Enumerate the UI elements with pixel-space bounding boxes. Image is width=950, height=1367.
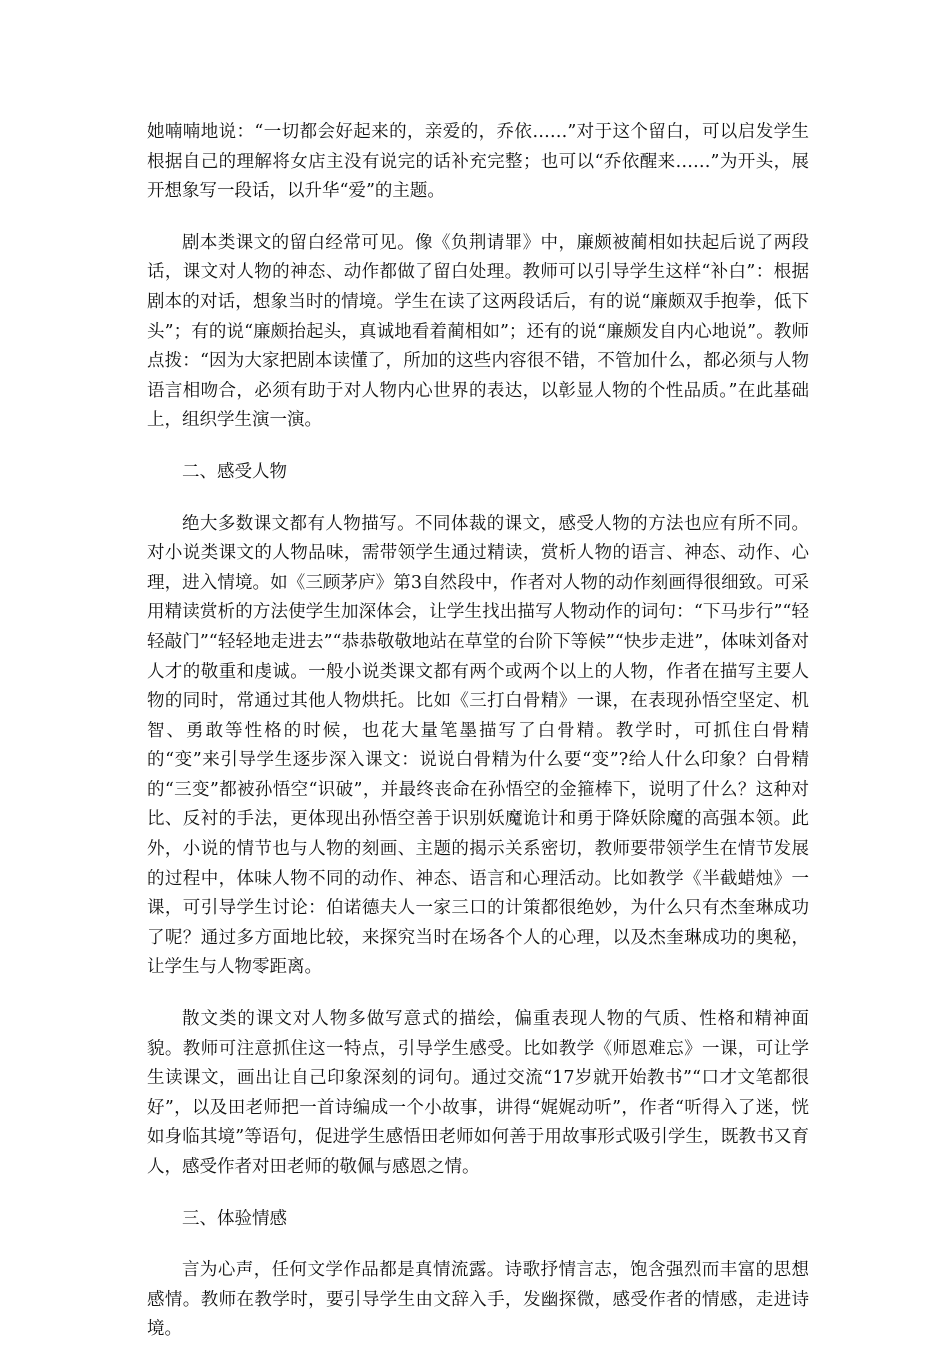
paragraph-novel-characters: 绝大多数课文都有人物描写。不同体裁的课文，感受人物的方法也应有所不同。对小说类课文的人物品味，需带领学生通过精读，赏析人物的语言、神态、动作、心理，进入情境。如《三顾茅庐》第3自然段中，作者对人物的动作刻画得很细致。可采用精读赏析的方法使学生加深体会，让学生找出描写人物动作的词句：“下马步行”“轻轻敲门”“轻轻地走进去”“恭恭敬敬地站在草堂的台阶下等候”“快步走进”，体味刘备对人才的敬重和虔诚。一般小说类课文都有两个或两个以上的人物，作者在描写主要人物的同时，常通过其他人物烘托。比如《三打白骨精》一课，在表现孙悟空坚定、机智、勇敢等性格的时候，也花大量笔墨描写了白骨精。教学时，可抓住白骨精的“变”来引导学生逐步深入课文：说说白骨精为什么要“变”?给人什么印象？白骨精的“三变”都被孙悟空“识破”，并最终丧命在孙悟空的金箍棒下，说明了什么？这种对比、反衬的手法，更体现出孙悟空善于识别妖魔诡计和勇于降妖除魔的高强本领。此外，小说的情节也与人物的刻画、主题的揭示关系密切，教师要带领学生在情节发展的过程中，体味人物不同的动作、神态、语言和心理活动。比如教学《半截蜡烛》一课，可引导学生讨论：伯诺德夫人一家三口的计策都很绝妙，为什么只有杰奎琳成功了呢？通过多方面地比较，来探究当时在场各个人的心理，以及杰奎琳成功的奥秘，让学生与人物零距离。 bbox=[147, 513, 809, 978]
section-heading-feel-characters: 二、感受人物 bbox=[182, 461, 287, 482]
paragraph-poetry-emotion: 言为心声，任何文学作品都是真情流露。诗歌抒情言志，饱含强烈而丰富的思想感情。教师在教学时，要引导学生由文辞入手，发幽探微，感受作者的情感，走进诗境。 bbox=[147, 1260, 809, 1340]
paragraph-prose-characters: 散文类的课文对人物多做写意式的描绘，偏重表现人物的气质、性格和精神面貌。教师可注意抓住这一特点，引导学生感受。比如教学《师恩难忘》一课，可让学生读课文，画出让自己印象深刻的词句。通过交流“17岁就开始教书”“口才文笔都很好”，以及田老师把一首诗编成一个小故事，讲得“娓娓动听”，作者“听得入了迷，恍如身临其境”等语句，促进学生感悟田老师如何善于用故事形式吸引学生，既教书又育人，感受作者对田老师的敬佩与感恩之情。 bbox=[147, 1009, 809, 1177]
paragraph-script-texts: 剧本类课文的留白经常可见。像《负荆请罪》中，廉颇被蔺相如扶起后说了两段话，课文对人物的神态、动作都做了留白处理。教师可以引导学生这样“补白”：根据剧本的对话，想象当时的情境。学生在读了这两段话后，有的说“廉颇双手抱拳，低下头”；有的说“廉颇抬起头，真诚地看着蔺相如”；还有的说“廉颇发自内心地说”。教师点拨：“因为大家把剧本读懂了，所加的这些内容很不错，不管加什么，都必须与人物语言相吻合，必须有助于对人物内心世界的表达，以彰显人物的个性品质。”在此基础上，组织学生演一演。 bbox=[147, 232, 809, 431]
paragraph-intro: 她喃喃地说：“一切都会好起来的，亲爱的，乔依……”对于这个留白，可以启发学生根据自己的理解将女店主没有说完的话补充完整；也可以“乔依醒来……”为开头，展开想象写一段话，以升华“爱”的主题。 bbox=[147, 122, 809, 202]
document-body bbox=[147, 118, 809, 1367]
section-heading-experience-emotion: 三、体验情感 bbox=[182, 1208, 287, 1229]
